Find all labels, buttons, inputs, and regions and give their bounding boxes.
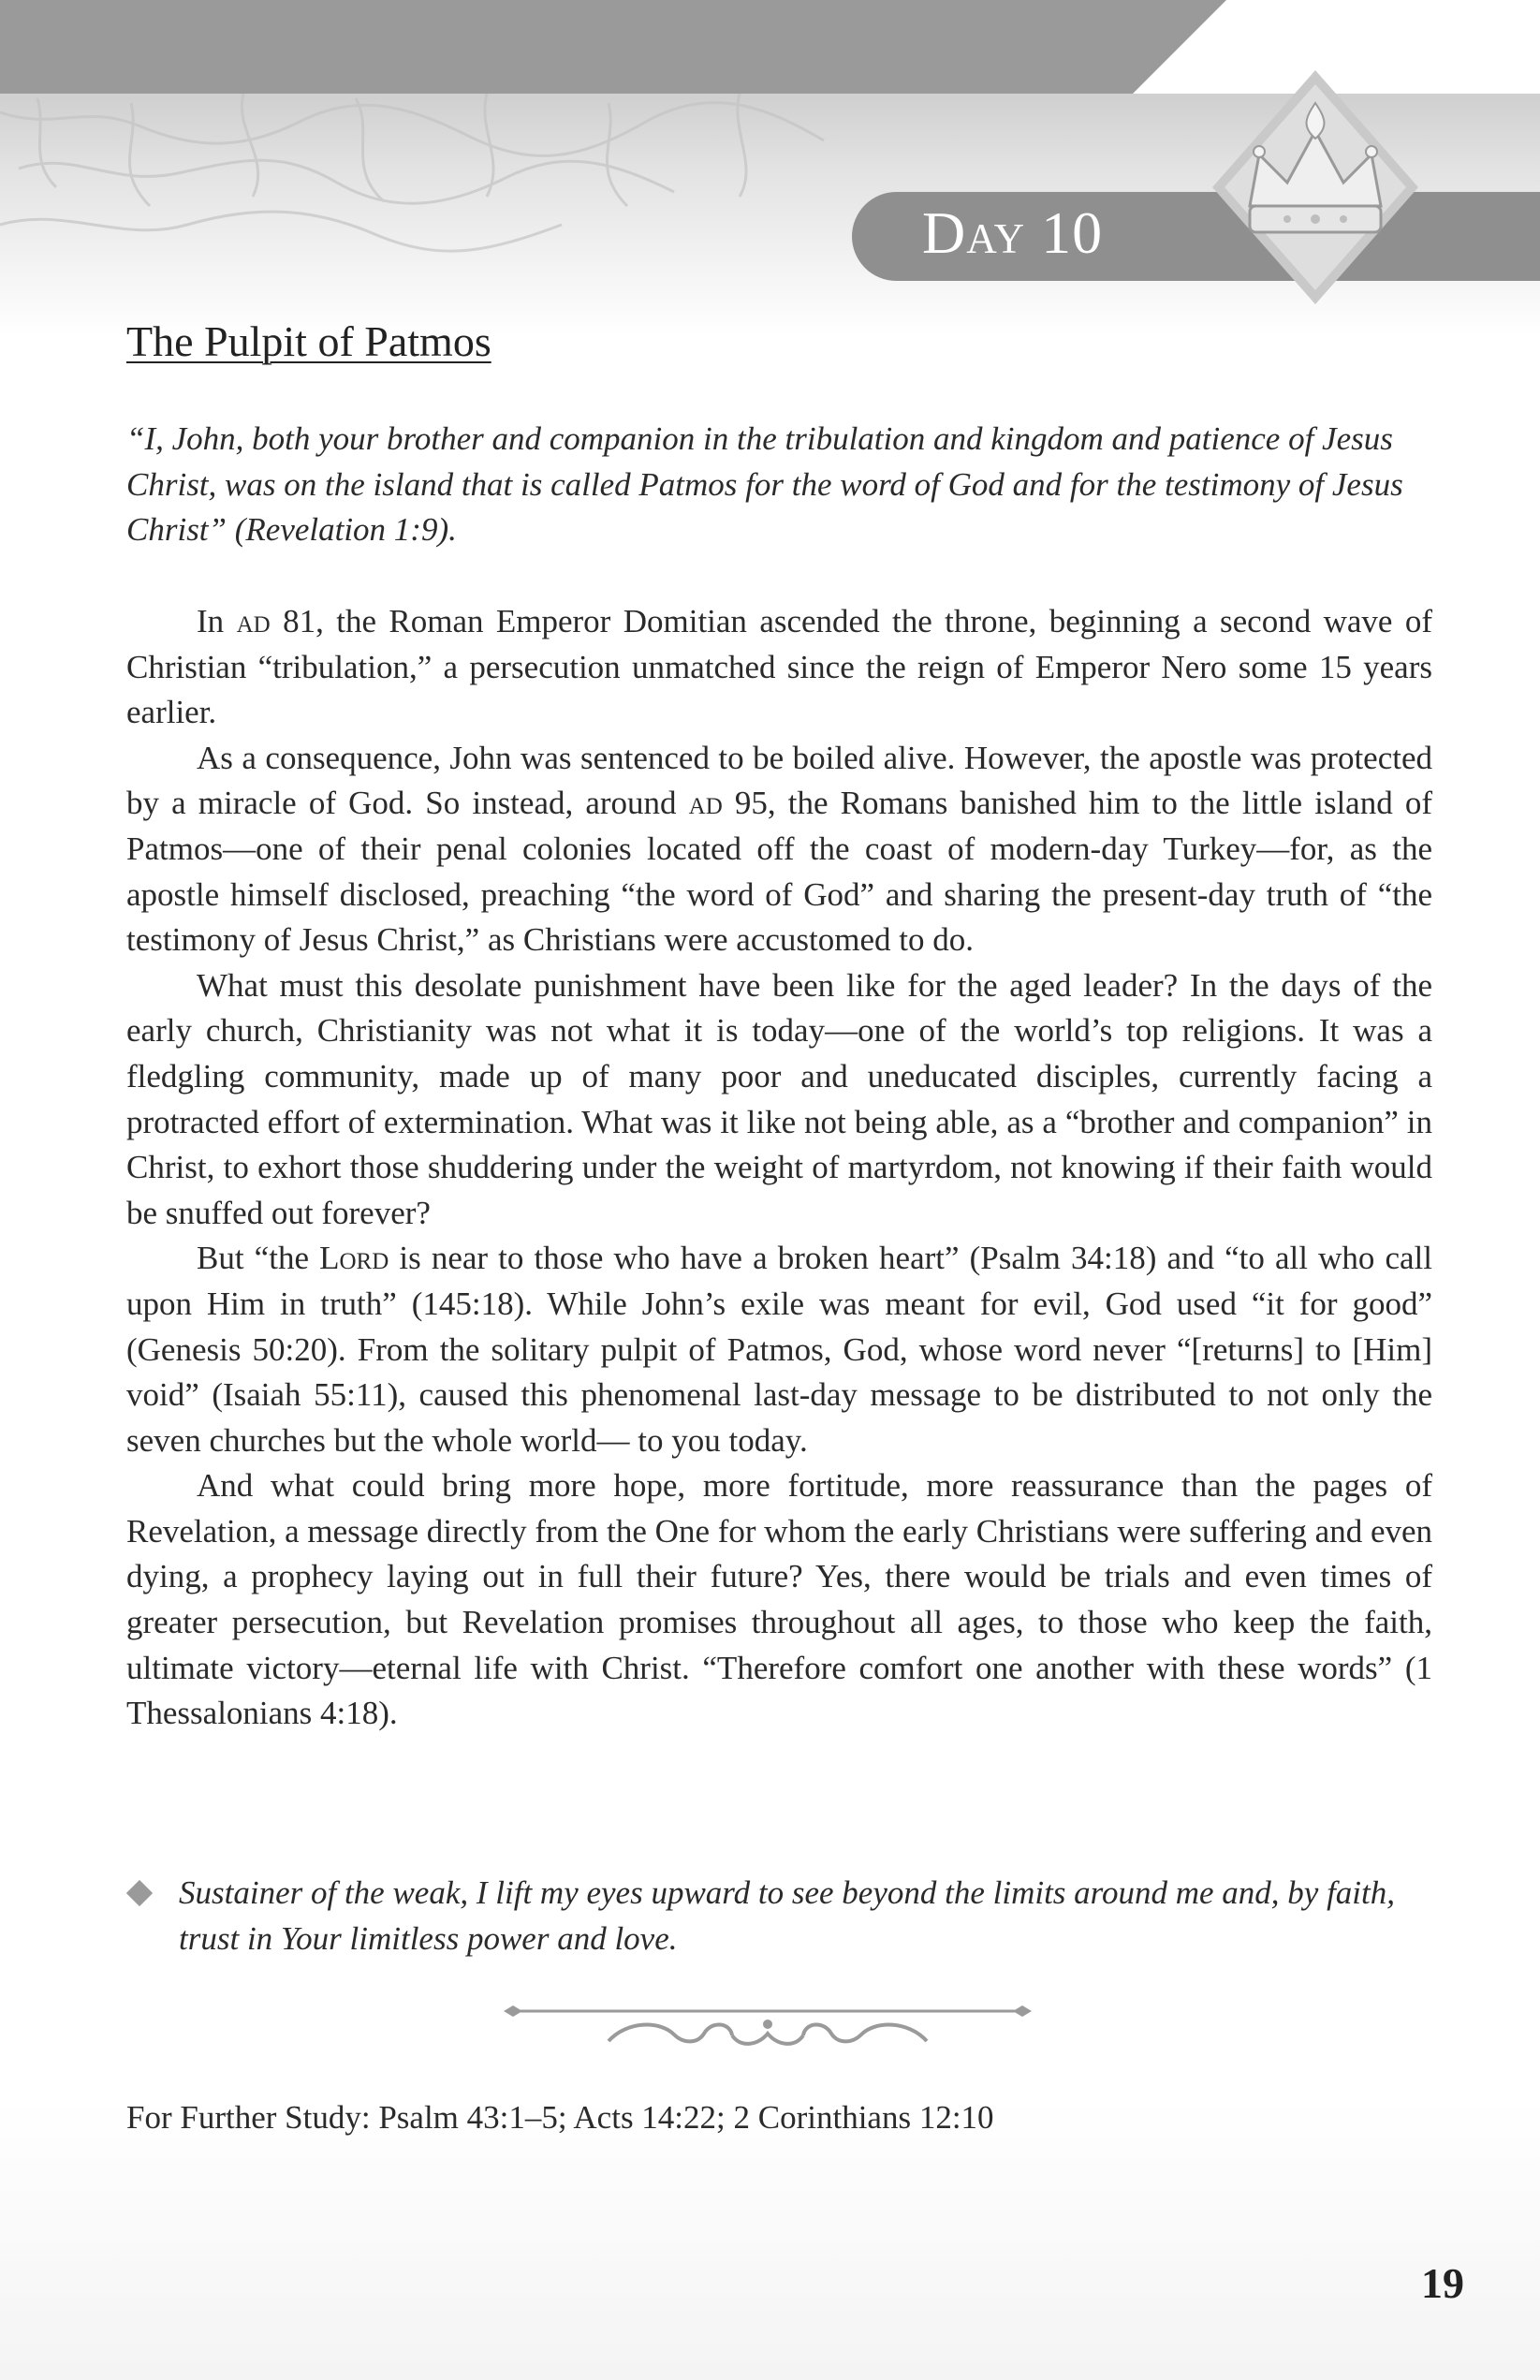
further-study: For Further Study: Psalm 43:1–5; Acts 14:22; 2 Corinthians 12:10: [126, 2099, 994, 2136]
paragraph-2: [126, 736, 1432, 963]
bottom-fade: [0, 2097, 1540, 2380]
prayer-text: Sustainer of the weak, I lift my eyes upward to see beyond the limits around me and, by faith, trust in Your limitless power and love.: [179, 1874, 1395, 1957]
paragraph-4-text-c: is near to those who have a broken heart” (Psalm 34:18) and “to all who call upon Him in truth” (145:18). While John’s exile was meant for evil, God used “it for good” (Genesis 50:20). From the solitary pulpit of Patmos, God, whose word never “[returns] to [Him] void” (Isaiah 55:11), caused this phenomenal last-day message to be distributed to not only the seven churches but the whole world— to you today.: [126, 1240, 1432, 1459]
body-text: [126, 599, 1432, 1737]
key-verse: “I, John, both your brother and companion in the tribulation and kingdom and patience of Jesus Christ, was on the island that is called Patmos for the word of God and for the testimony of Jesus Christ” (Revelation 1:9).: [126, 420, 1403, 548]
paragraph-2-text-c: 95, the Romans banished him to the little island of Patmos—one of their penal colonies located off the coast of modern-day Turkey—for, as the apostle himself disclosed, preaching “the word of God” and sharing the present-day truth of “the testimony of Jesus Christ,” as Christians were accustomed to do.: [126, 785, 1432, 959]
paragraph-2-text-a: As a consequence, John was sentenced to be boiled alive. However, the apostle was protected by a miracle of God. So instead, around: [126, 739, 1432, 822]
day-label: Day 10: [922, 199, 1104, 266]
paragraph-4-text-a: But “the: [197, 1240, 320, 1277]
paragraph-1: [126, 599, 1432, 736]
paragraph-3: What must this desolate punishment have been like for the aged leader? In the days of the early church, Christianity was not what it is today—one of the world’s top religions. It was a fledgling community, made up of many poor and uneducated disciples, currently facing a protracted effort of extermination. What was it like not being able, as a “brother and companion” in Christ, to exhort those shuddering under the weight of martyrdom, not knowing if their faith would be snuffed out forever?: [126, 966, 1432, 1231]
era-abbrev: ad: [688, 785, 723, 822]
diamond-bullet-icon: [126, 1880, 153, 1906]
page-number: 19: [1421, 2259, 1464, 2307]
paragraph-1-text-c: 81, the Roman Emperor Domitian ascended the throne, beginning a second wave of Christian “tribulation,” a persecution unmatched since the reign of Emperor Nero some 15 years earlier.: [126, 603, 1432, 731]
chapter-title: The Pulpit of Patmos: [126, 317, 491, 365]
scroll-ornament-icon: [496, 1992, 1039, 2058]
paragraph-5: And what could bring more hope, more fortitude, more reassurance than the pages of Revelation, a message directly from the One for whom the early Christians were suffering and even dying, a prophecy laying out in full their future? Yes, there would be trials and even times of greater persecution, but Revelation promises throughout all ages, to those who keep the faith, ultimate victory—eternal life with Christ. “Therefore comfort one another with these words” (1 Thessalonians 4:18).: [126, 1467, 1433, 1732]
paragraph-4: [126, 1236, 1432, 1463]
crown-icon: [1208, 66, 1423, 309]
lord-small-caps: Lord: [319, 1240, 389, 1277]
era-abbrev: ad: [236, 603, 271, 639]
paragraph-1-text-a: In: [197, 603, 237, 639]
